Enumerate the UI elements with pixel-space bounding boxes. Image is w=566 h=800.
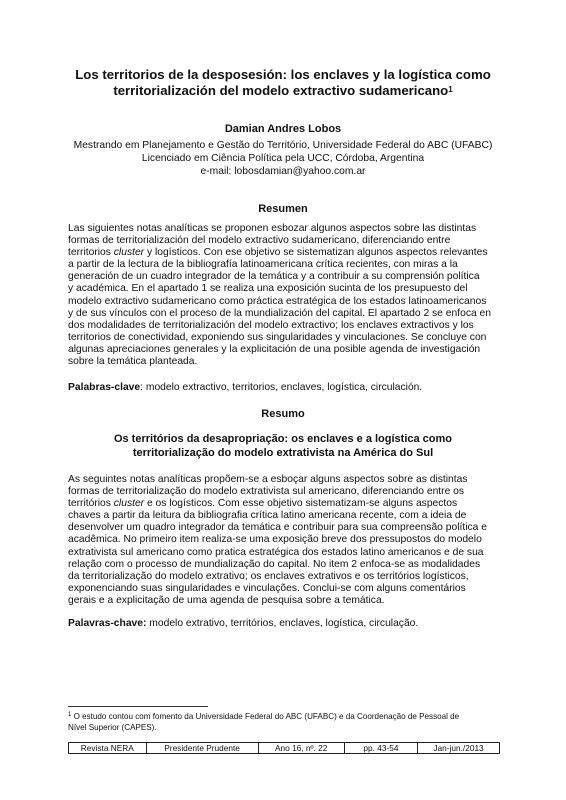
emphasis-text: cluster	[113, 247, 145, 259]
footnote	[68, 711, 506, 733]
footnote-line	[68, 711, 506, 722]
author-name: Damian Andres Lobos	[224, 123, 342, 135]
footer-row	[69, 743, 500, 754]
text-line: exponenciando suas singularidades e vinculações. Conclui-se com alguns comentários	[68, 582, 466, 594]
text-line: extrativista sul americano como pratica estratégica dos estados latino americanos e de sua	[68, 546, 484, 558]
text-line: formas de territorialización del modelo extractivo sudamericano, diferenciando entre	[68, 235, 451, 247]
text-span: e os logísticos. Com esse objetivo sistematizam-se alguns aspectos	[144, 498, 458, 510]
author-affiliation: Mestrando em Planejamento e Gestão do Território, Universidade Federal do ABC (UFABC)	[73, 140, 493, 151]
text-span: territorios	[68, 247, 114, 259]
resumo-title-line: Os territórios da desapropriação: os enclaves e a logística como	[113, 433, 453, 445]
text-line: Las siguientes notas analíticas se proponen esbozar algunos aspectos sobre las distintas	[68, 223, 477, 234]
text-line: da territorialização do modelo extrativo; os enclaves extrativos e os territórios logísticos,	[68, 570, 469, 582]
article-title-text: territorialización del modelo extractivo sudamericano	[113, 83, 449, 98]
text-line: modelo extractivo sudamericano como práctica estratégica de los estados latinoamericanos	[68, 295, 487, 307]
text-line: desenvolver um quadro integrador da temática e contribuir para sua compreensão política e	[68, 522, 487, 534]
text-line: acadêmica. No primeiro item realiza-se uma exposição breve dos pressupostos do modelo	[68, 534, 482, 546]
text-line: chaves a partir da leitura da bibliografia crítica latino americana recente, com a ideia de	[68, 510, 467, 522]
text-span: territórios	[68, 498, 114, 510]
footer-city: Presidente Prudente	[146, 743, 258, 754]
resumo-title	[40, 432, 526, 460]
text-span: y logísticos. Con ese objetivo se sistematizan algunos aspectos relevantes	[144, 247, 488, 259]
author-block	[40, 123, 526, 178]
text-line	[68, 498, 500, 510]
footer-date: Jan-jun./2013	[418, 743, 500, 754]
text-line: algunas apreciaciones generales y la explicitación de una posible agenda de investigación	[68, 343, 481, 355]
keywords-text: : modelo extractivo, territorios, enclaves, logística, circulación.	[140, 382, 423, 393]
footnote-text: O estudo contou com fomento da Universidade Federal do ABC (UFABC) e da Coordenação de Pessoal de	[71, 712, 460, 721]
journal-footer-table	[68, 742, 500, 754]
keywords-text: modelo extrativo, territórios, enclaves, logística, circulação.	[146, 618, 419, 629]
article-title	[40, 67, 526, 99]
emphasis-text: cluster	[113, 498, 145, 510]
footnote-divider	[68, 706, 208, 707]
resumo-body	[68, 474, 500, 607]
resumo-keywords	[68, 618, 500, 630]
author-affiliation: Licenciado em Ciência Política pela UCC, Córdoba, Argentina	[141, 153, 425, 164]
text-line: territorios de conectividad, exponiendo sus singularidades y vinculaciones. Se concluye con	[68, 331, 487, 343]
footer-journal: Revista NERA	[69, 743, 147, 754]
text-line: As seguintes notas analíticas propõem-se a esboçar alguns aspectos sobre as distintas	[68, 474, 468, 485]
footnote-marker: 1	[68, 712, 72, 718]
footer-volume: Ano 16, nº. 22	[258, 743, 344, 754]
text-line: y académica. En el apartado 1 se realiza una exposición sucinta de los presupuesto del	[68, 283, 468, 295]
article-title-line: Los territorios de la desposesión: los enclaves y la logística como	[75, 67, 491, 82]
text-line: generación de un cuadro integrador de la temática y a contribuir a su comprensión política	[68, 271, 480, 283]
text-line: a partir de la lectura de la bibliografía latinoamericana crítica recientes, con miras a la	[68, 259, 458, 271]
footnote-line: Nível Superior (CAPES).	[68, 723, 157, 732]
resumen-keywords	[68, 382, 500, 394]
text-line	[68, 247, 500, 259]
footer-pages: pp. 43-54	[344, 743, 417, 754]
resumo-heading: Resumo	[261, 408, 305, 420]
text-line: gerais e a explicitação de uma agenda de pesquisa sobre a temática.	[68, 594, 385, 606]
author-email: e-mail: lobosdamian@yahoo.com.ar	[200, 166, 366, 177]
text-line: formas de territorialização do modelo extrativista sul americano, diferenciando entre os	[68, 486, 465, 498]
text-line: y de sus vínculos con el proceso de la mundialización del capital. El apartado 2 se enfoca en	[68, 307, 492, 319]
text-line: dos modalidades de territorialización del modelo extractivo; los enclaves extractivos y los	[68, 319, 474, 331]
keywords-label: Palavras-chave:	[68, 618, 147, 629]
resumen-body	[68, 223, 500, 368]
text-line: relação com o processo de mundialização do capital. No item 2 enfoca-se as modalidades	[68, 558, 481, 570]
keywords-label: Palabras-clave	[68, 382, 141, 393]
resumo-title-line: territorialização do modelo extrativista na América do Sul	[132, 447, 434, 459]
title-footnote-marker: 1	[448, 85, 453, 94]
resumen-heading: Resumen	[258, 203, 308, 215]
article-title-line	[40, 83, 526, 99]
text-line: sobre la temática planteada.	[68, 356, 198, 368]
